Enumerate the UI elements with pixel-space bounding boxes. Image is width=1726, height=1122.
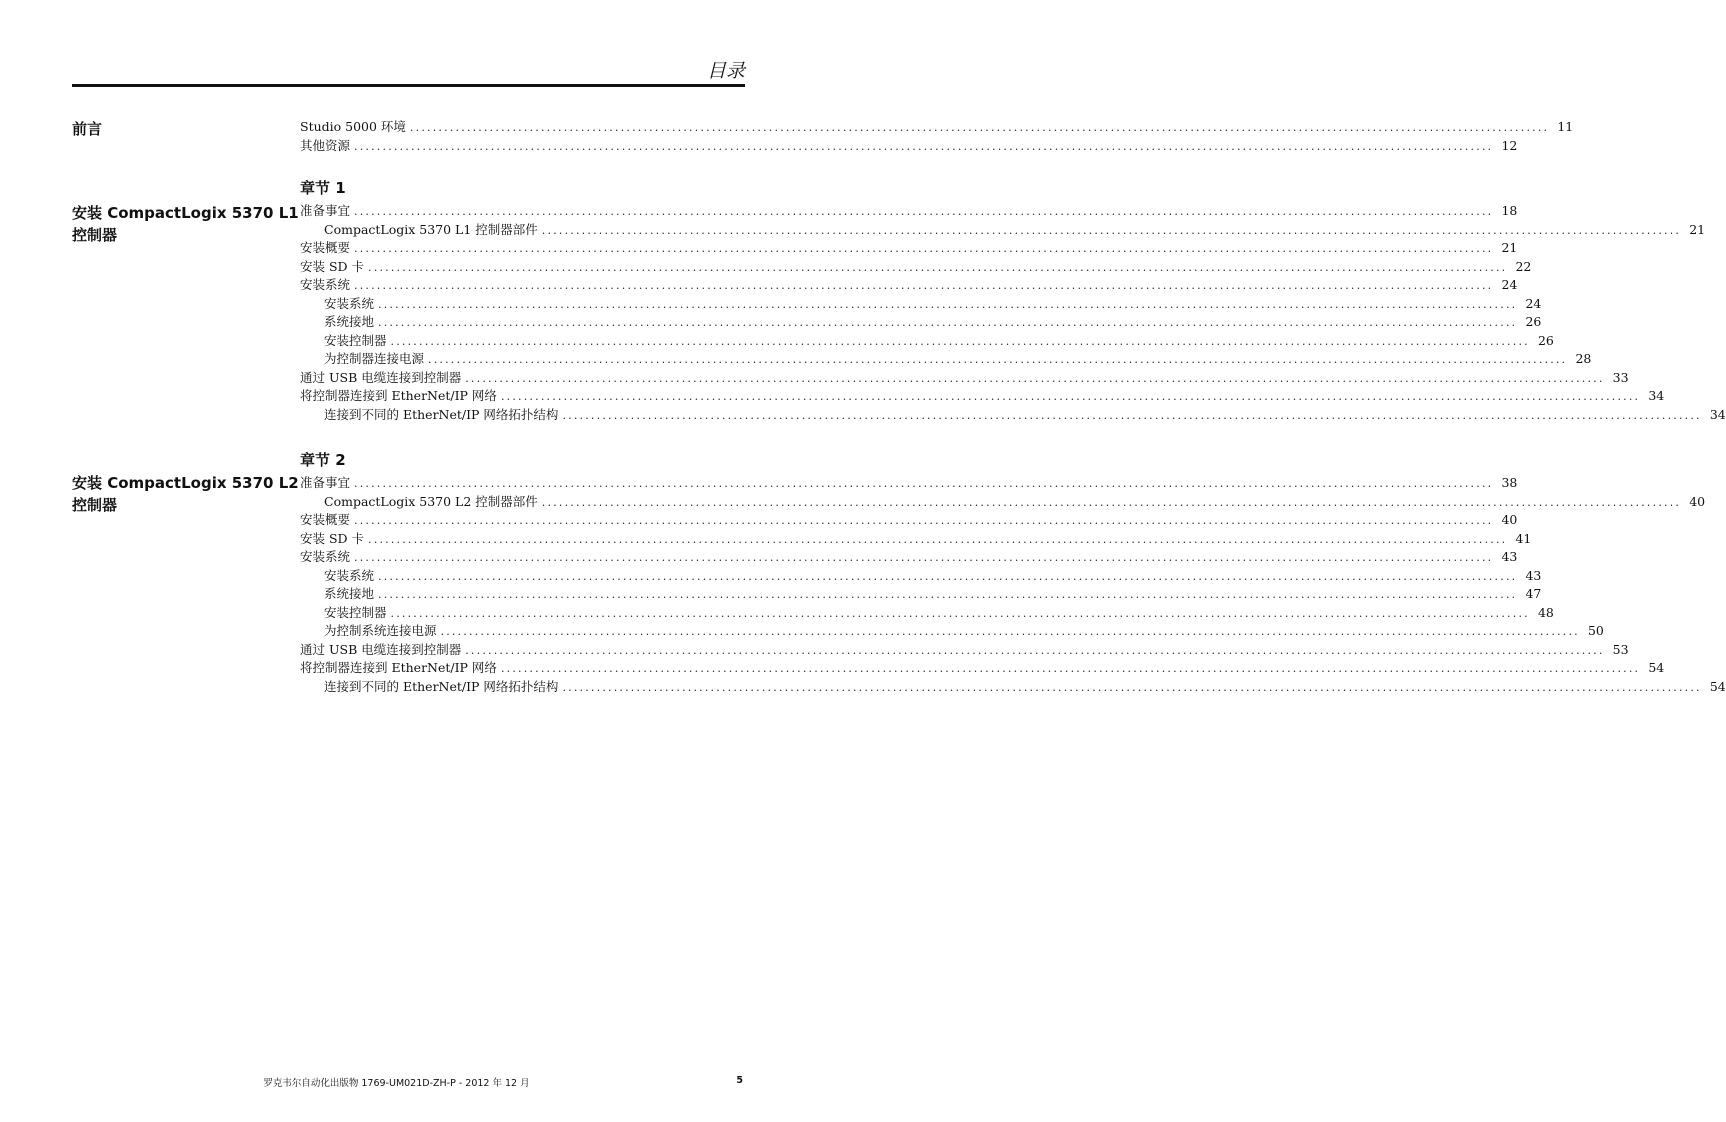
toc-entry-page-number[interactable]: 54 <box>1709 678 1726 694</box>
toc-dot-leader: ........................................................................................................................................................................................................ <box>354 477 1494 490</box>
toc-dot-leader: ........................................................................................................................................................................................................ <box>378 316 1518 329</box>
toc-dot-leader: ........................................................................................................................................................................................................ <box>378 588 1518 601</box>
toc-entry-page-number[interactable]: 34 <box>1709 406 1726 422</box>
toc-entry[interactable] <box>300 511 1518 530</box>
toc-dot-leader: ........................................................................................................................................................................................................ <box>354 205 1494 218</box>
toc-entry[interactable] <box>300 641 1629 660</box>
footer-page-number: 5 <box>736 1075 743 1086</box>
toc-dot-leader: ........................................................................................................................................................................................................ <box>354 139 1494 153</box>
toc-entry-label[interactable]: Studio 5000 环境 <box>300 119 406 134</box>
toc-entry-label[interactable]: 安装控制器 <box>324 604 387 620</box>
toc-entry-page-number[interactable]: 38 <box>1501 475 1518 490</box>
toc-entry-label[interactable]: 连接到不同的 EtherNet/IP 网络拓扑结构 <box>324 406 559 422</box>
toc-entry-page-number[interactable]: 41 <box>1515 530 1532 546</box>
toc-dot-leader: ........................................................................................................................................................................................................ <box>428 353 1568 366</box>
toc-entry[interactable] <box>300 276 1518 295</box>
section-label-line: 控制器 <box>72 226 118 244</box>
toc-entry[interactable] <box>300 567 1542 586</box>
toc-entry-label[interactable]: 安装系统 <box>300 277 351 292</box>
toc-dot-leader: ........................................................................................................................................................................................................ <box>541 495 1682 509</box>
toc-entry-page-number[interactable]: 40 <box>1501 512 1518 527</box>
chapter-heading: 章节 2 <box>300 451 346 469</box>
toc-dot-leader: ........................................................................................................................................................................................................ <box>368 260 1508 274</box>
toc-dot-leader: ........................................................................................................................................................................................................ <box>562 408 1702 422</box>
toc-entry-page-number[interactable]: 34 <box>1648 388 1665 403</box>
toc-entry-label[interactable]: 将控制器连接到 EtherNet/IP 网络 <box>300 660 497 675</box>
section-label-line: 前言 <box>72 120 103 138</box>
toc-entry-label[interactable]: 准备事宜 <box>300 475 351 490</box>
section-label <box>72 472 299 516</box>
toc-entry-label[interactable]: 安装概要 <box>300 512 351 527</box>
toc-entry-page-number[interactable]: 18 <box>1501 203 1518 218</box>
toc-entries <box>300 178 1726 424</box>
section-label-line: 安装 CompactLogix 5370 L1 <box>72 204 299 222</box>
toc-entry-page-number[interactable]: 21 <box>1689 221 1706 237</box>
toc-dot-leader: ........................................................................................................................................................................................................ <box>390 334 1530 348</box>
toc-entry[interactable] <box>300 622 1604 641</box>
toc-entry-page-number[interactable]: 24 <box>1525 295 1542 311</box>
toc-entry[interactable] <box>300 332 1554 351</box>
toc-entry-page-number[interactable]: 24 <box>1501 277 1518 292</box>
toc-entry-label[interactable]: 系统接地 <box>324 314 375 329</box>
toc-dot-leader: ........................................................................................................................................................................................................ <box>409 121 1550 134</box>
toc-entry[interactable] <box>300 604 1554 623</box>
toc-entry-page-number[interactable]: 47 <box>1525 586 1542 601</box>
toc-entries <box>300 118 1574 155</box>
toc-entry-page-number[interactable]: 26 <box>1525 314 1542 329</box>
toc-entry[interactable] <box>300 239 1518 258</box>
toc-entry-page-number[interactable]: 53 <box>1612 641 1629 657</box>
page-title: 目录 <box>706 60 745 82</box>
toc-dot-leader: ........................................................................................................................................................................................................ <box>440 625 1580 638</box>
toc-entry-page-number[interactable]: 26 <box>1537 332 1554 348</box>
chapter-heading: 章节 1 <box>300 179 346 197</box>
toc-dot-leader: ........................................................................................................................................................................................................ <box>500 390 1641 403</box>
toc-entry[interactable] <box>300 474 1518 493</box>
toc-entry[interactable] <box>300 659 1665 678</box>
toc-entry-label[interactable]: CompactLogix 5370 L2 控制器部件 <box>324 493 538 509</box>
toc-entry-page-number[interactable]: 48 <box>1537 604 1554 620</box>
toc-entry[interactable] <box>300 202 1518 221</box>
toc-entry-page-number[interactable]: 33 <box>1612 369 1629 385</box>
toc-entry[interactable] <box>300 530 1532 549</box>
toc-dot-leader: ........................................................................................................................................................................................................ <box>562 680 1702 694</box>
toc-entry-label[interactable]: 准备事宜 <box>300 203 351 218</box>
toc-dot-leader: ........................................................................................................................................................................................................ <box>354 279 1494 292</box>
toc-dot-leader: ........................................................................................................................................................................................................ <box>390 606 1530 620</box>
toc-entry-page-number[interactable]: 54 <box>1648 660 1665 675</box>
toc-dot-leader: ........................................................................................................................................................................................................ <box>354 514 1494 527</box>
toc-entry[interactable] <box>300 585 1542 604</box>
toc-entry-page-number[interactable]: 21 <box>1501 240 1518 255</box>
toc-entry-label[interactable]: 安装控制器 <box>324 332 387 348</box>
toc-dot-leader: ........................................................................................................................................................................................................ <box>354 551 1494 564</box>
toc-entry[interactable] <box>300 313 1542 332</box>
toc-entry-label[interactable]: 连接到不同的 EtherNet/IP 网络拓扑结构 <box>324 678 559 694</box>
toc-entry-label[interactable]: CompactLogix 5370 L1 控制器部件 <box>324 221 538 237</box>
toc-entry[interactable] <box>300 678 1726 697</box>
toc-entry-label[interactable]: 安装系统 <box>324 295 375 311</box>
toc-entry-label[interactable]: 通过 USB 电缆连接到控制器 <box>300 369 462 385</box>
section-label-line: 安装 CompactLogix 5370 L2 <box>72 474 299 492</box>
toc-entry-label[interactable]: 安装系统 <box>324 567 375 583</box>
toc-entry-page-number[interactable]: 50 <box>1587 623 1604 638</box>
toc-entry-label[interactable]: 安装系统 <box>300 549 351 564</box>
section-label <box>72 118 292 140</box>
toc-entry-page-number[interactable]: 40 <box>1689 493 1706 509</box>
section-label-line: 控制器 <box>72 496 118 514</box>
toc-entry-page-number[interactable]: 43 <box>1525 567 1542 583</box>
toc-entry[interactable] <box>300 137 1518 156</box>
header-rule <box>72 84 745 87</box>
toc-dot-leader: ........................................................................................................................................................................................................ <box>500 662 1641 675</box>
toc-dot-leader: ........................................................................................................................................................................................................ <box>541 223 1682 237</box>
toc-entry-page-number[interactable]: 28 <box>1575 351 1592 366</box>
toc-entry[interactable] <box>300 295 1542 314</box>
toc-dot-leader: ........................................................................................................................................................................................................ <box>354 242 1494 255</box>
toc-entry-page-number[interactable]: 43 <box>1501 549 1518 564</box>
toc-entry[interactable] <box>300 406 1726 425</box>
toc-dot-leader: ........................................................................................................................................................................................................ <box>465 371 1605 385</box>
toc-entry[interactable] <box>300 258 1532 277</box>
toc-entry[interactable] <box>300 387 1665 406</box>
toc-entry[interactable] <box>300 548 1518 567</box>
toc-entry-label[interactable]: 通过 USB 电缆连接到控制器 <box>300 641 462 657</box>
toc-entry-label[interactable]: 为控制器连接电源 <box>324 351 425 366</box>
toc-entry-label[interactable]: 安装 SD 卡 <box>300 530 365 546</box>
toc-entries <box>300 450 1726 696</box>
toc-entry-label[interactable]: 系统接地 <box>324 586 375 601</box>
section-label <box>72 202 299 246</box>
toc-entry-label[interactable]: 将控制器连接到 EtherNet/IP 网络 <box>300 388 497 403</box>
toc-entry-label[interactable]: 安装概要 <box>300 240 351 255</box>
toc-dot-leader: ........................................................................................................................................................................................................ <box>368 532 1508 546</box>
toc-entry[interactable] <box>300 118 1574 137</box>
toc-dot-leader: ........................................................................................................................................................................................................ <box>378 569 1518 583</box>
toc-entry-page-number[interactable]: 11 <box>1557 119 1574 134</box>
footer-publication: 罗克韦尔自动化出版物 1769-UM021D-ZH-P - 2012 年 12 月 <box>263 1078 530 1089</box>
toc-entry[interactable] <box>300 350 1592 369</box>
toc-entry[interactable] <box>300 369 1629 388</box>
toc-entry-label[interactable]: 安装 SD 卡 <box>300 258 365 274</box>
toc-entry-page-number[interactable]: 12 <box>1501 137 1518 153</box>
toc-entry-label[interactable]: 为控制系统连接电源 <box>324 623 437 638</box>
toc-entry-label[interactable]: 其他资源 <box>300 137 351 153</box>
toc-entry-page-number[interactable]: 22 <box>1515 258 1532 274</box>
toc-entry[interactable] <box>300 493 1706 512</box>
toc-dot-leader: ........................................................................................................................................................................................................ <box>378 297 1518 311</box>
toc-entry[interactable] <box>300 221 1706 240</box>
toc-dot-leader: ........................................................................................................................................................................................................ <box>465 643 1605 657</box>
